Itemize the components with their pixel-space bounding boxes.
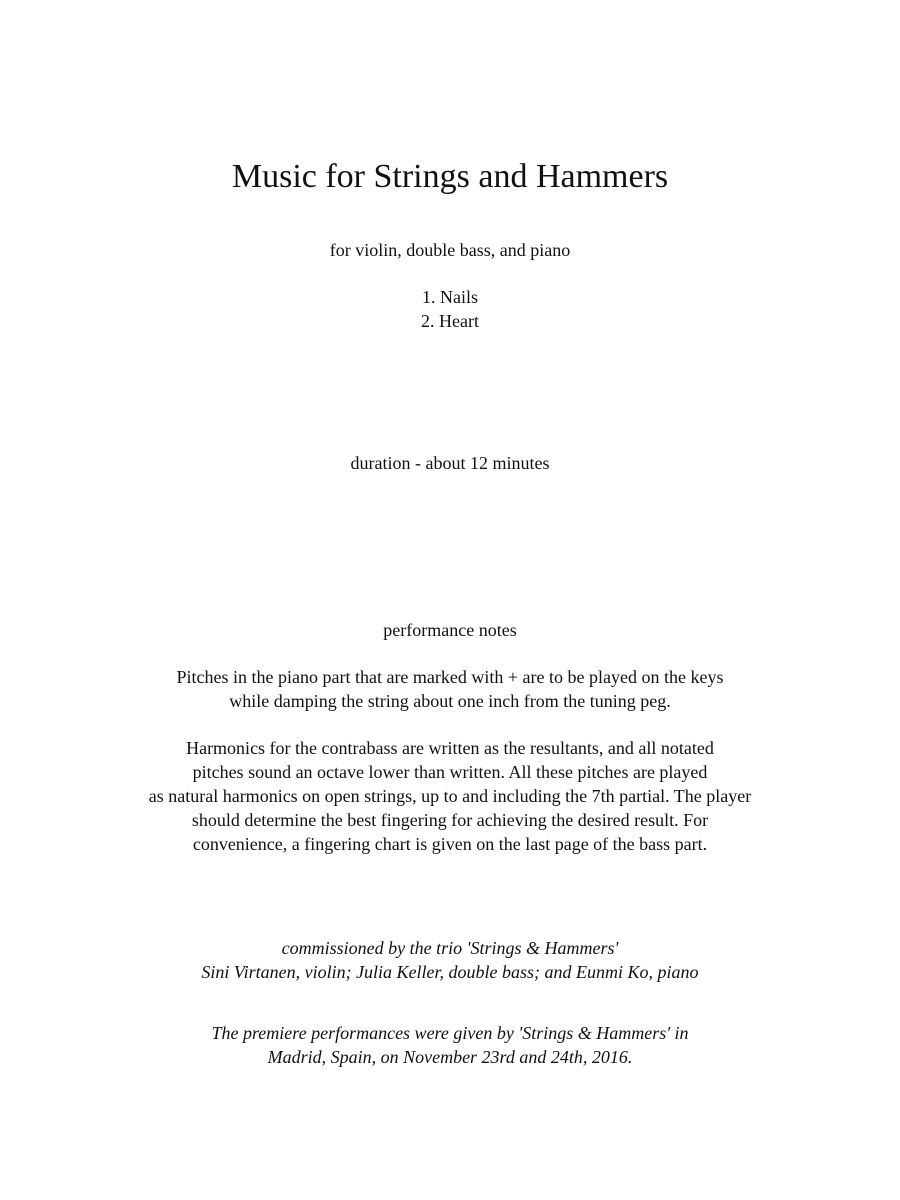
page-title: Music for Strings and Hammers — [231, 158, 669, 195]
performance-note-paragraph — [0, 736, 900, 856]
premiere-line: Madrid, Spain, on November 23rd and 24th, 2016. — [267, 1047, 633, 1067]
movement-list — [0, 285, 900, 333]
duration-text: duration - about 12 minutes — [350, 453, 550, 473]
paragraph-line: Harmonics for the contrabass are written as the resultants, and all notated — [186, 738, 714, 758]
movement-item: 1. Nails — [422, 287, 478, 307]
paragraph-line: Pitches in the piano part that are marked with + are to be played on the keys — [176, 667, 724, 687]
paragraph-line: pitches sound an octave lower than written. All these pitches are played — [192, 762, 708, 782]
commission-credit — [0, 936, 900, 984]
paragraph-line: should determine the best fingering for achieving the desired result. For — [191, 810, 709, 830]
movement-item: 2. Heart — [421, 311, 479, 331]
paragraph-line: convenience, a fingering chart is given on the last page of the bass part. — [192, 834, 708, 854]
commission-line: Sini Virtanen, violin; Julia Keller, double bass; and Eunmi Ko, piano — [201, 962, 699, 982]
premiere-line: The premiere performances were given by 'Strings & Hammers' in — [211, 1023, 689, 1043]
paragraph-line: while damping the string about one inch from the tuning peg. — [229, 691, 671, 711]
performance-notes-heading: performance notes — [383, 620, 517, 640]
paragraph-line: as natural harmonics on open strings, up to and including the 7th partial. The player — [148, 786, 752, 806]
premiere-credit — [0, 1021, 900, 1069]
performance-note-paragraph — [0, 665, 900, 713]
commission-line: commissioned by the trio 'Strings & Hammers' — [281, 938, 619, 958]
instrumentation-subtitle: for violin, double bass, and piano — [329, 240, 571, 260]
